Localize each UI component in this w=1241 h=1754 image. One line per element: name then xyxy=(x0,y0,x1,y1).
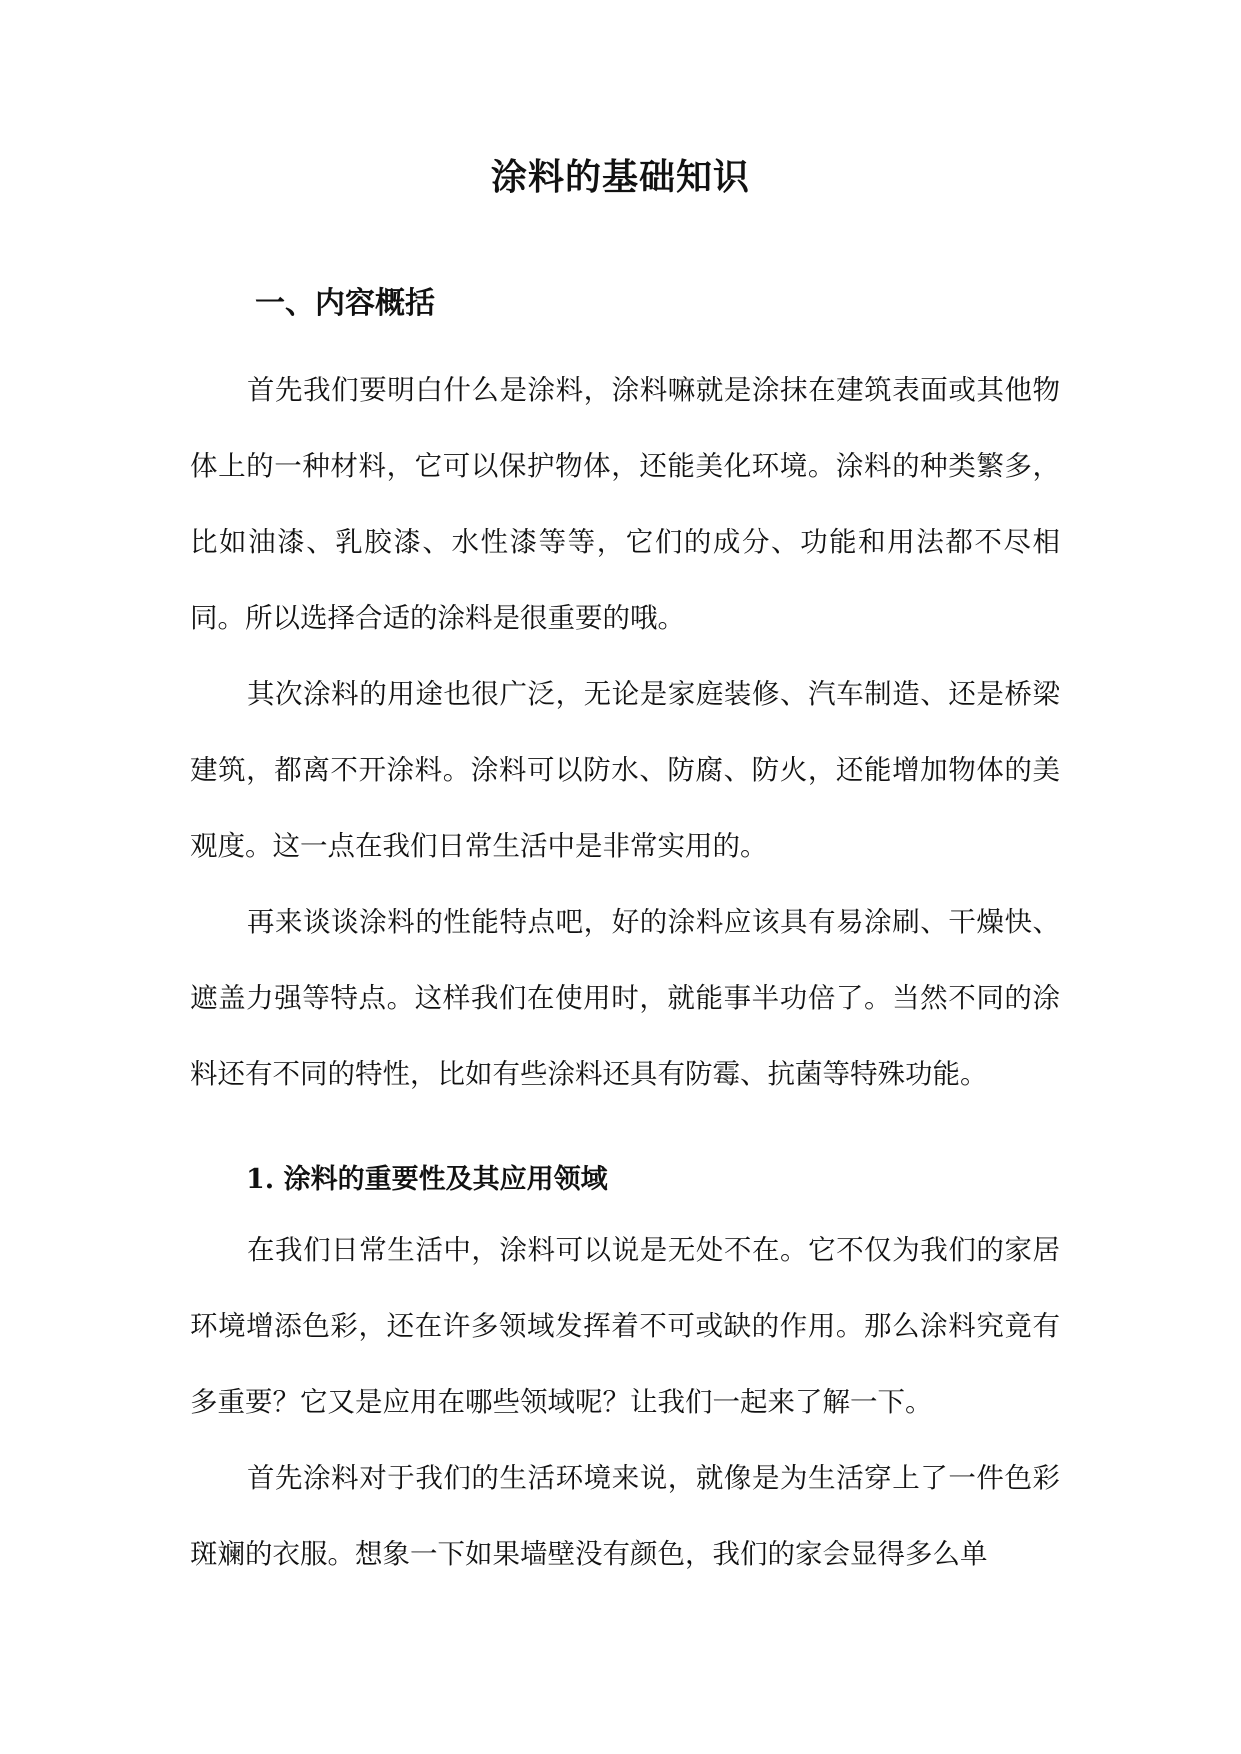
paragraph-coating-performance: 再来谈谈涂料的性能特点吧，好的涂料应该具有易涂刷、干燥快、遮盖力强等特点。这样我们在使用时，就能事半功倍了。当然不同的涂料还有不同的特性，比如有些涂料还具有防霉、抗菌等特殊功能。 xyxy=(190,906,1060,1090)
paragraph-what-is-coating: 首先我们要明白什么是涂料，涂料嘛就是涂抹在建筑表面或其他物体上的一种材料，它可以保护物体，还能美化环境。涂料的种类繁多，比如油漆、乳胶漆、水性漆等等，它们的成分、功能和用法都不尽相同。所以选择合适的涂料是很重要的哦。 xyxy=(190,374,1060,634)
section-heading-overview: 一、内容概括 xyxy=(255,286,435,321)
subsection-heading-importance: 1. 涂料的重要性及其应用领域 xyxy=(246,1164,608,1195)
paragraph-coating-uses: 其次涂料的用途也很广泛，无论是家庭装修、汽车制造、还是桥梁建筑，都离不开涂料。涂料可以防水、防腐、防火，还能增加物体的美观度。这一点在我们日常生活中是非常实用的。 xyxy=(190,678,1060,862)
paragraph-coating-living-environment: 首先涂料对于我们的生活环境来说，就像是为生活穿上了一件色彩斑斓的衣服。想象一下如果墙壁没有颜色，我们的家会显得多么单 xyxy=(190,1462,1060,1570)
paragraph-coating-everywhere: 在我们日常生活中，涂料可以说是无处不在。它不仅为我们的家居环境增添色彩，还在许多领域发挥着不可或缺的作用。那么涂料究竟有多重要？它又是应用在哪些领域呢？让我们一起来了解一下。 xyxy=(190,1234,1060,1418)
document-title: 涂料的基础知识 xyxy=(490,156,750,198)
